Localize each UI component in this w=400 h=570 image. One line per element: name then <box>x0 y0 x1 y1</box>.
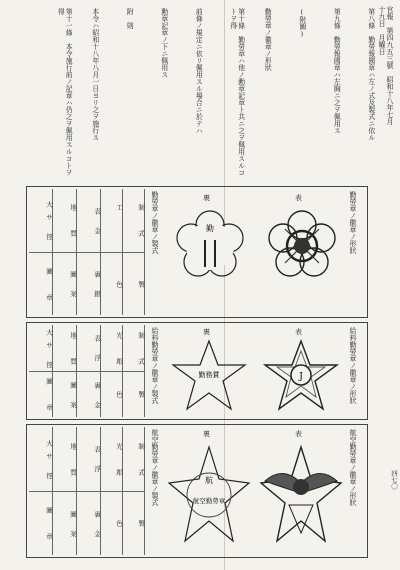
back-label: 裏 <box>203 328 210 336</box>
badge-front-image <box>261 205 343 287</box>
svg-text:勤: 勤 <box>206 224 214 233</box>
article-column: 勤勞章ノ徽章ノ形狀 <box>263 8 272 71</box>
article-column: 前條ノ規定ニ依リ佩用スル場合ニ於テハ <box>194 8 203 134</box>
spec-title: 給料勤勞章ノ徽章ノ製式 <box>151 327 160 404</box>
front-label: 表 <box>295 430 302 438</box>
article-column: 本令ハ昭和十八年八月一日ヨリ之ヲ施行ス <box>90 8 99 141</box>
svg-text:航: 航 <box>205 476 213 485</box>
badge-panel-2 <box>26 322 368 420</box>
spec-table: 大 サ 徑 圖 章 地 質 圖 案 表 金 裏 銀 工 色 制 式 製 <box>29 189 147 315</box>
badge-panel-3 <box>26 424 368 558</box>
back-label: 裏 <box>203 194 210 202</box>
badge-panel-1 <box>26 186 368 318</box>
front-label: 表 <box>295 328 302 336</box>
back-label: 裏 <box>203 430 210 438</box>
panel-title: 給料勤勞章ノ徽章ノ形狀 <box>349 327 358 404</box>
svg-text:J: J <box>299 372 303 382</box>
article-column: 第八條 勤勞報國章ハ左ノ式及製式ニ依ル <box>366 8 375 141</box>
svg-text:勤務賞: 勤務賞 <box>198 371 220 379</box>
panel-title: 勤勞章ノ徽章ノ形狀 <box>349 191 358 254</box>
article-column: 第十條 勤勞章ハ他ノ勳章記章ト共ニ之ヲ佩用スルコトヲ得 <box>228 8 245 176</box>
article-column: 勳章記章ノ下ニ佩用ス <box>159 8 168 78</box>
front-label: 表 <box>295 194 302 202</box>
badge-back-image <box>167 337 251 417</box>
gazette-header: 官報 第四九五三號 昭和十八年七月十九日 月曜日 <box>377 6 394 125</box>
svg-text:航空勤勞章: 航空勤勞章 <box>192 497 226 505</box>
article-column: (附圖) <box>297 8 306 39</box>
article-column: 附 則 <box>125 8 134 29</box>
spec-title: 航空勤勞章ノ徽章ノ製式 <box>151 429 160 506</box>
article-column: 第十一條 本令施行前ノ記章ハ仍之ヲ佩用スルコトヲ得 <box>56 8 73 176</box>
panel-title: 航空勤勞章ノ徽章ノ形狀 <box>349 429 358 506</box>
badge-back-image <box>167 443 251 547</box>
badge-front-image <box>259 337 343 417</box>
badge-back-image <box>169 205 251 287</box>
badge-front-image <box>259 443 343 547</box>
spec-table: 大 サ 徑 圖 章 地 質 圖 案 表 浮 裏 金 光 彫 色 制 式 製 <box>29 427 147 555</box>
page-number: 四七〇 <box>390 470 398 490</box>
article-column: 第九條 勤勞報國章ハ左胸ニ之ヲ佩用ス <box>332 8 341 134</box>
spec-title: 勤勞章ノ徽章ノ製式 <box>151 191 160 254</box>
spec-table: 大 サ 徑 圖 章 地 質 圖 案 表 浮 裏 金 光 彫 色 制 式 製 <box>29 325 147 417</box>
